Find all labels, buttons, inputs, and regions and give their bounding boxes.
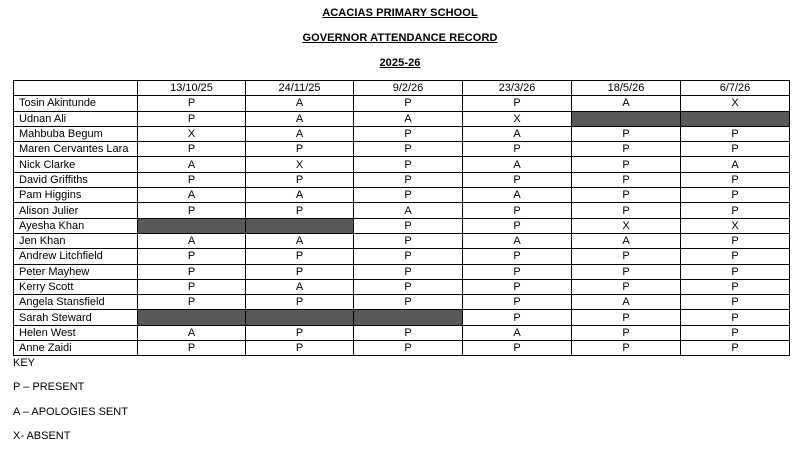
attendance-cell: P: [354, 249, 463, 264]
not-applicable-cell: [681, 111, 790, 126]
attendance-cell: P: [681, 142, 790, 157]
attendance-cell: X: [681, 218, 790, 233]
attendance-cell: P: [572, 203, 681, 218]
attendance-cell: P: [681, 310, 790, 325]
attendance-cell: P: [246, 295, 354, 310]
date-header: 9/2/26: [354, 81, 463, 96]
attendance-cell: P: [246, 142, 354, 157]
attendance-cell: P: [138, 295, 246, 310]
attendance-cell: A: [572, 233, 681, 248]
attendance-cell: A: [463, 233, 572, 248]
attendance-cell: A: [572, 96, 681, 111]
attendance-cell: A: [463, 325, 572, 340]
attendance-cell: A: [246, 111, 354, 126]
record-title: GOVERNOR ATTENDANCE RECORD: [302, 32, 498, 44]
attendance-cell: P: [572, 310, 681, 325]
attendance-cell: P: [681, 264, 790, 279]
attendance-cell: A: [463, 157, 572, 172]
governor-name: Angela Stansfield: [14, 295, 138, 310]
key-title: KEY: [13, 357, 36, 369]
school-name: ACACIAS PRIMARY SCHOOL: [322, 7, 478, 19]
not-applicable-cell: [246, 218, 354, 233]
attendance-cell: A: [246, 188, 354, 203]
governor-name: Helen West: [14, 325, 138, 340]
table-row: [14, 111, 790, 126]
attendance-cell: A: [354, 111, 463, 126]
attendance-cell: P: [138, 264, 246, 279]
attendance-cell: P: [463, 264, 572, 279]
attendance-cell: P: [354, 295, 463, 310]
attendance-cell: P: [463, 295, 572, 310]
attendance-cell: A: [246, 233, 354, 248]
attendance-cell: A: [246, 96, 354, 111]
governor-name: Anne Zaidi: [14, 341, 138, 356]
attendance-cell: X: [681, 96, 790, 111]
governor-name: Alison Julier: [14, 203, 138, 218]
attendance-cell: P: [572, 264, 681, 279]
attendance-cell: A: [138, 233, 246, 248]
attendance-cell: P: [354, 279, 463, 294]
attendance-cell: A: [246, 126, 354, 141]
table-row: [14, 249, 790, 264]
attendance-cell: P: [681, 295, 790, 310]
attendance-cell: X: [246, 157, 354, 172]
attendance-cell: A: [138, 188, 246, 203]
attendance-cell: P: [681, 279, 790, 294]
governor-name: Sarah Steward: [14, 310, 138, 325]
attendance-cell: P: [138, 111, 246, 126]
attendance-cell: A: [572, 295, 681, 310]
attendance-cell: P: [681, 172, 790, 187]
attendance-cell: P: [354, 218, 463, 233]
attendance-cell: P: [138, 142, 246, 157]
table-row: [14, 126, 790, 141]
table-row: [14, 218, 790, 233]
attendance-cell: A: [463, 126, 572, 141]
governor-name: Kerry Scott: [14, 279, 138, 294]
table-row: [14, 142, 790, 157]
header-blank-cell: [14, 81, 138, 96]
date-header: 24/11/25: [246, 81, 354, 96]
attendance-cell: P: [463, 96, 572, 111]
attendance-cell: P: [572, 325, 681, 340]
key-absent: X- ABSENT: [13, 430, 71, 442]
attendance-cell: P: [138, 341, 246, 356]
attendance-cell: P: [354, 264, 463, 279]
attendance-cell: P: [572, 126, 681, 141]
governor-name: Nick Clarke: [14, 157, 138, 172]
attendance-cell: P: [246, 249, 354, 264]
attendance-table: [13, 80, 790, 356]
attendance-cell: P: [572, 157, 681, 172]
attendance-cell: P: [681, 249, 790, 264]
attendance-cell: P: [463, 142, 572, 157]
attendance-cell: P: [138, 96, 246, 111]
date-header: 23/3/26: [463, 81, 572, 96]
attendance-cell: P: [138, 172, 246, 187]
governor-name: Maren Cervantes Lara: [14, 142, 138, 157]
attendance-cell: X: [138, 126, 246, 141]
table-row: [14, 325, 790, 340]
attendance-cell: P: [246, 341, 354, 356]
academic-year: 2025-26: [379, 57, 421, 69]
attendance-cell: P: [354, 172, 463, 187]
table-row: [14, 188, 790, 203]
not-applicable-cell: [572, 111, 681, 126]
attendance-cell: P: [681, 233, 790, 248]
attendance-cell: P: [246, 325, 354, 340]
attendance-cell: A: [138, 325, 246, 340]
date-header: 13/10/25: [138, 81, 246, 96]
attendance-cell: P: [572, 142, 681, 157]
attendance-cell: P: [681, 325, 790, 340]
attendance-cell: P: [681, 126, 790, 141]
attendance-cell: X: [572, 218, 681, 233]
not-applicable-cell: [138, 310, 246, 325]
attendance-cell: A: [681, 157, 790, 172]
governor-name: Pam Higgins: [14, 188, 138, 203]
attendance-cell: P: [572, 188, 681, 203]
date-header: 18/5/26: [572, 81, 681, 96]
table-row: [14, 264, 790, 279]
attendance-cell: A: [463, 188, 572, 203]
not-applicable-cell: [246, 310, 354, 325]
governor-name: Andrew Litchfield: [14, 249, 138, 264]
table-row: [14, 279, 790, 294]
attendance-cell: P: [354, 325, 463, 340]
table-row: [14, 310, 790, 325]
governor-name: Peter Mayhew: [14, 264, 138, 279]
attendance-cell: P: [681, 188, 790, 203]
attendance-cell: P: [463, 310, 572, 325]
key-apologies: A – APOLOGIES SENT: [13, 406, 128, 418]
not-applicable-cell: [354, 310, 463, 325]
governor-name: Ayesha Khan: [14, 218, 138, 233]
governor-name: Udnan Ali: [14, 111, 138, 126]
key-present: P – PRESENT: [13, 381, 85, 393]
attendance-cell: P: [354, 233, 463, 248]
attendance-cell: P: [463, 279, 572, 294]
attendance-cell: P: [463, 218, 572, 233]
attendance-cell: P: [572, 249, 681, 264]
header-row: [14, 81, 790, 96]
attendance-cell: P: [246, 264, 354, 279]
table-row: [14, 157, 790, 172]
table-row: [14, 233, 790, 248]
attendance-cell: P: [681, 341, 790, 356]
attendance-cell: P: [354, 96, 463, 111]
attendance-cell: P: [138, 203, 246, 218]
attendance-cell: P: [463, 249, 572, 264]
governor-name: Mahbuba Begum: [14, 126, 138, 141]
table-row: [14, 172, 790, 187]
attendance-cell: P: [572, 172, 681, 187]
governor-name: David Griffiths: [14, 172, 138, 187]
attendance-cell: P: [354, 157, 463, 172]
governor-name: Jen Khan: [14, 233, 138, 248]
attendance-cell: P: [354, 142, 463, 157]
attendance-cell: A: [138, 157, 246, 172]
attendance-cell: P: [463, 341, 572, 356]
governor-name: Tosin Akintunde: [14, 96, 138, 111]
attendance-cell: A: [246, 279, 354, 294]
attendance-cell: P: [681, 203, 790, 218]
attendance-cell: P: [138, 279, 246, 294]
attendance-cell: A: [354, 203, 463, 218]
table-row: [14, 96, 790, 111]
attendance-cell: P: [354, 341, 463, 356]
attendance-cell: P: [354, 126, 463, 141]
attendance-cell: P: [246, 203, 354, 218]
attendance-cell: X: [463, 111, 572, 126]
attendance-cell: P: [463, 203, 572, 218]
attendance-cell: P: [572, 341, 681, 356]
table-row: [14, 203, 790, 218]
not-applicable-cell: [138, 218, 246, 233]
attendance-cell: P: [354, 188, 463, 203]
table-row: [14, 295, 790, 310]
attendance-cell: P: [246, 172, 354, 187]
table-row: [14, 341, 790, 356]
date-header: 6/7/26: [681, 81, 790, 96]
attendance-cell: P: [138, 249, 246, 264]
attendance-table-body: [14, 81, 790, 356]
attendance-cell: P: [463, 172, 572, 187]
attendance-cell: P: [572, 279, 681, 294]
